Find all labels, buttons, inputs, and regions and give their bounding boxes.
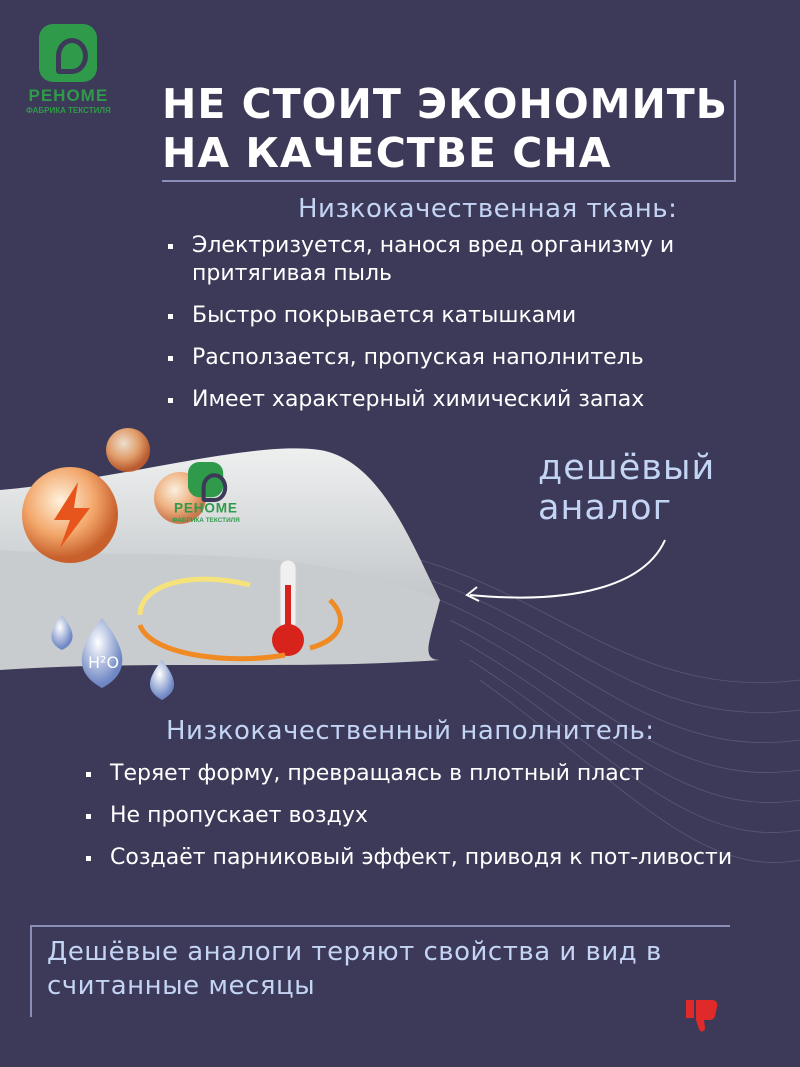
lightning-icon bbox=[22, 467, 118, 563]
list-item: Не пропускает воздух bbox=[84, 802, 734, 830]
list-item: Имеет характерный химический запах bbox=[166, 386, 766, 414]
annotation-line-1: дешёвый bbox=[538, 448, 716, 488]
logo-icon bbox=[39, 24, 97, 82]
brand-logo bbox=[26, 24, 111, 115]
cheap-analog-label bbox=[538, 448, 715, 528]
list-item: Расползается, пропуская наполнитель bbox=[166, 344, 766, 372]
filler-heading: Низкокачественный наполнитель: bbox=[166, 716, 655, 746]
page-title: НЕ СТОИТ ЭКОНОМИТЬ НА КАЧЕСТВЕ СНА bbox=[162, 80, 729, 177]
brand-name: РЕНОМЕ bbox=[174, 500, 238, 516]
footer-text: Дешёвые аналоги теряют свойства и вид в считанные месяцы bbox=[47, 937, 662, 1001]
brand-subtitle: ФАБРИКА ТЕКСТИЛЯ bbox=[172, 516, 240, 524]
h2o-label: H²O bbox=[88, 653, 120, 672]
fabric-heading: Низкокачественная ткань: bbox=[298, 194, 678, 224]
list-item: Электризуется, нанося вред организму и притягивая пыль bbox=[166, 232, 766, 288]
brand-logo-small bbox=[172, 462, 240, 524]
thumbs-down-icon bbox=[684, 998, 720, 1034]
list-item: Теряет форму, превращаясь в плотный пласт bbox=[84, 760, 734, 788]
logo-icon bbox=[188, 462, 223, 497]
list-item: Быстро покрывается катышками bbox=[166, 302, 766, 330]
brand-name: РЕНОМЕ bbox=[28, 86, 109, 105]
list-item: Создаёт парниковый эффект, приводя к пот-ливости bbox=[84, 844, 734, 872]
annotation-line-2: аналог bbox=[538, 488, 672, 528]
fabric-list bbox=[166, 232, 766, 428]
annotation-arrow-icon bbox=[455, 535, 695, 615]
brand-subtitle: ФАБРИКА ТЕКСТИЛЯ bbox=[26, 106, 111, 115]
filler-list bbox=[84, 760, 734, 886]
